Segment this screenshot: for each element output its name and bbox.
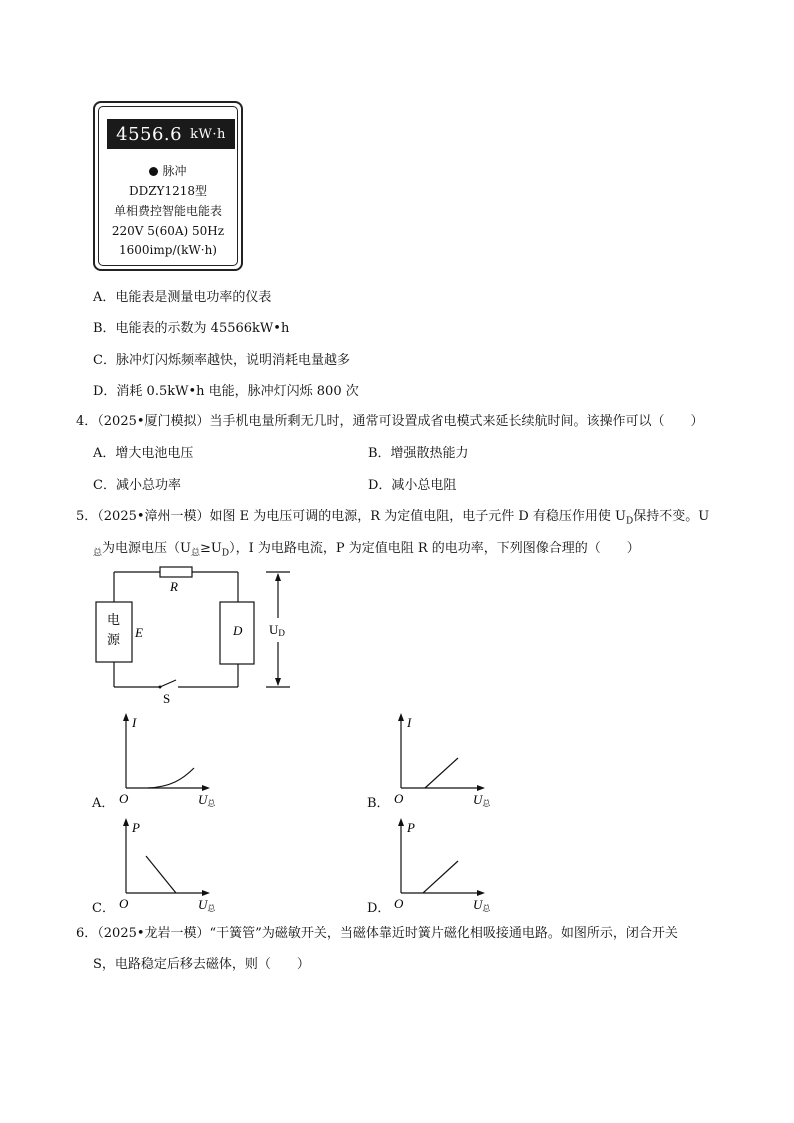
q5-sub-d-2: D (221, 548, 230, 559)
graph-a-svg (90, 710, 220, 810)
ud-arrowhead-top (275, 573, 281, 581)
ud-arrowhead-bottom (275, 678, 281, 686)
q5-stem-line1 (76, 508, 709, 531)
graph-d-y-arrow (398, 818, 404, 826)
graph-c-letter: C． (92, 901, 115, 916)
graph-b-x-sub: 总 (482, 799, 491, 808)
q5-stem-text-a: 5．（2025•漳州一模）如图 E 为电压可调的电源，R 为定值电阻，电子元件 D 有稳压作用使 U (76, 509, 626, 524)
label-e: E (135, 625, 143, 640)
q5-stem-line2 (93, 540, 640, 563)
graph-b-x-label (473, 792, 491, 808)
switch-s (160, 680, 176, 687)
q6-stem-line2: S，电路稳定后移去磁体，则（ ） (93, 957, 310, 972)
graph-a-origin: O (119, 791, 129, 806)
label-source-1: 电 (107, 613, 121, 628)
graph-d-line (423, 861, 458, 893)
graph-c-origin: O (119, 896, 129, 911)
meter-display (107, 119, 235, 149)
graph-d-x-label (473, 897, 491, 913)
pulse-light-icon (149, 167, 158, 176)
graph-c (90, 815, 220, 915)
graph-b-y-arrow (398, 713, 404, 721)
graph-b-x-arrow (477, 785, 485, 791)
meter-inner-frame (98, 106, 238, 266)
graph-d-y-label: P (407, 820, 415, 835)
graph-a (90, 710, 220, 810)
q5-sub-total-1: 总 (93, 548, 103, 559)
graph-a-letter: A． (92, 796, 115, 811)
graph-a-y-arrow (123, 713, 129, 721)
meter-imp: 1600imp/(kW·h) (119, 243, 217, 257)
graph-d-origin: O (394, 896, 404, 911)
graph-d-x-main: U (473, 897, 483, 912)
q5-sub-total-2: 总 (190, 548, 200, 559)
meter-unit: kW·h (190, 126, 226, 142)
q4-option-d: D．减小总电阻 (368, 478, 457, 493)
meter-spec: 220V 5(60A) 50Hz (111, 224, 225, 238)
graph-c-x-main: U (198, 897, 208, 912)
resistor-r (160, 567, 192, 577)
graph-c-x-sub: 总 (207, 904, 216, 913)
graph-c-y-label: P (132, 820, 140, 835)
q4-stem: 4．（2025•厦门模拟）当手机电量所剩无几时，通常可设置成省电模式来延长续航时间。该操作可以（ ） (76, 414, 704, 429)
q4-option-a: A．增大电池电压 (93, 446, 194, 461)
label-s: S (163, 691, 171, 706)
graph-d-x-sub: 总 (482, 904, 491, 913)
graph-b-svg (365, 710, 495, 810)
meter-name: 单相费控智能电能表 (113, 204, 222, 218)
meter-pulse-label: 脉冲 (162, 164, 187, 178)
q5-circuit-diagram (90, 562, 300, 707)
graph-b-line (425, 758, 458, 788)
graph-b-origin: O (394, 791, 404, 806)
power-source-e (96, 602, 132, 662)
graph-d-x-arrow (477, 890, 485, 896)
q5-stem-text-c: 为电源电压（U (102, 541, 191, 556)
meter-reading: 4556.6 (116, 123, 183, 145)
electric-meter (93, 101, 243, 271)
graph-a-curve (148, 768, 194, 788)
meter-model: DDZY1218型 (128, 184, 208, 198)
label-r: R (170, 579, 178, 594)
graph-b (365, 710, 495, 810)
graph-a-x-sub: 总 (207, 799, 216, 808)
q6-stem-line1: 6．（2025•龙岩一模）“干簧管”为磁敏开关，当磁体靠近时簧片磁化相吸接通电路。如图所示，闭合开关 (76, 926, 678, 941)
graph-d-svg (365, 815, 495, 915)
q4-option-c: C．减小总功率 (93, 478, 181, 493)
label-source-2: 源 (107, 633, 121, 648)
q3-option-b: B．电能表的示数为 45566kW•h (93, 321, 290, 336)
graph-c-svg (90, 815, 220, 915)
q3-option-c: C．脉冲灯闪烁频率越快，说明消耗电量越多 (93, 353, 350, 368)
label-ud (269, 622, 285, 638)
graph-c-x-arrow (202, 890, 210, 896)
q5-stem-text-b: 保持不变。U (633, 509, 710, 524)
graph-d (365, 815, 495, 915)
graph-b-y-label: I (407, 715, 412, 730)
graph-a-x-main: U (198, 792, 208, 807)
graph-b-letter: B． (367, 796, 390, 811)
q5-stem-sub-d: D (625, 516, 634, 527)
q3-option-d: D．消耗 0.5kW•h 电能，脉冲灯闪烁 800 次 (93, 384, 359, 399)
graph-c-x-label (198, 897, 216, 913)
label-d: D (233, 623, 243, 638)
meter-pulse-row (99, 163, 237, 179)
graph-d-letter: D． (367, 901, 391, 916)
q3-option-a: A．电能表是测量电功率的仪表 (93, 290, 272, 305)
graph-c-y-arrow (123, 818, 129, 826)
graph-b-x-main: U (473, 792, 483, 807)
q5-stem-text-d: ≥U (200, 541, 222, 556)
graph-a-x-label (198, 792, 216, 808)
label-ud-main: U (269, 622, 279, 637)
graph-a-y-label: I (132, 715, 137, 730)
q5-stem-text-e: ），I 为电路电流，P 为定值电阻 R 的电功率，下列图像合理的（ ） (229, 541, 640, 556)
graph-c-line (146, 856, 176, 893)
switch-pivot (159, 686, 162, 689)
label-ud-sub: D (278, 628, 285, 638)
q4-option-b: B．增强散热能力 (368, 446, 469, 461)
graph-a-x-arrow (202, 785, 210, 791)
